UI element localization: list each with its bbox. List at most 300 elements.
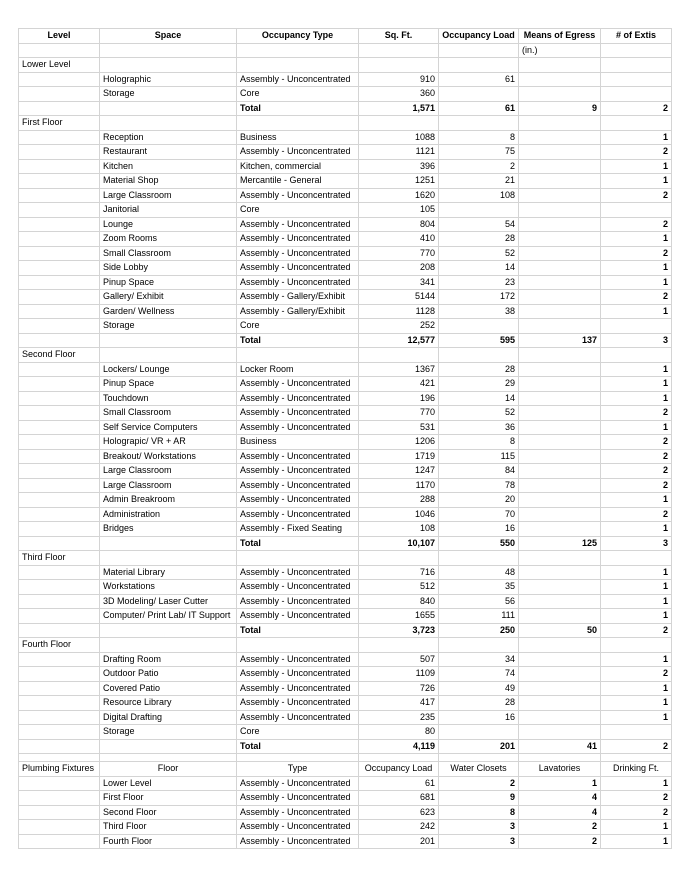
blank-cell xyxy=(19,188,100,203)
blank-cell xyxy=(359,638,439,653)
space-name: Breakout/ Workstations xyxy=(100,449,237,464)
occupancy-load: 8 xyxy=(439,435,519,450)
num-exits: 2 xyxy=(601,217,672,232)
means-of-egress xyxy=(519,174,601,189)
sq-ft: 840 xyxy=(359,594,439,609)
occupancy-load: 14 xyxy=(439,391,519,406)
blank-cell xyxy=(19,203,100,218)
blank-cell xyxy=(19,159,100,174)
means-of-egress xyxy=(519,652,601,667)
occupancy-load: 108 xyxy=(439,188,519,203)
blank-cell xyxy=(19,319,100,334)
sq-ft: 252 xyxy=(359,319,439,334)
means-of-egress xyxy=(519,406,601,421)
space-row xyxy=(19,710,672,725)
occupancy-type: Assembly - Unconcentrated xyxy=(237,594,359,609)
means-of-egress xyxy=(519,478,601,493)
space-row xyxy=(19,377,672,392)
num-exits: 1 xyxy=(601,174,672,189)
level-name: Lower Level xyxy=(19,58,100,73)
space-name: Kitchen xyxy=(100,159,237,174)
space-name: Resource Library xyxy=(100,696,237,711)
blank-cell xyxy=(100,116,237,131)
occupancy-load: 61 xyxy=(439,72,519,87)
occupancy-load: 56 xyxy=(439,594,519,609)
space-row xyxy=(19,478,672,493)
space-row xyxy=(19,667,672,682)
space-row xyxy=(19,319,672,334)
blank-cell xyxy=(519,551,601,566)
total-means-of-egress: 9 xyxy=(519,101,601,116)
blank-cell xyxy=(601,551,672,566)
sq-ft: 1251 xyxy=(359,174,439,189)
occupancy-load: 28 xyxy=(439,232,519,247)
occupancy-type: Assembly - Unconcentrated xyxy=(237,406,359,421)
occupancy-load: 36 xyxy=(439,420,519,435)
occupancy-type: Business xyxy=(237,435,359,450)
space-name: Small Classroom xyxy=(100,406,237,421)
blank-cell xyxy=(100,58,237,73)
blank-cell xyxy=(439,116,519,131)
plumbing-occupancy-load: 681 xyxy=(359,791,439,806)
plumbing-type: Assembly - Unconcentrated xyxy=(237,834,359,849)
blank-cell xyxy=(19,174,100,189)
blank-cell xyxy=(19,820,100,835)
sq-ft: 396 xyxy=(359,159,439,174)
space-row xyxy=(19,203,672,218)
sq-ft: 417 xyxy=(359,696,439,711)
space-row xyxy=(19,290,672,305)
total-row xyxy=(19,739,672,754)
means-of-egress xyxy=(519,449,601,464)
occupancy-load xyxy=(439,725,519,740)
num-exits: 1 xyxy=(601,261,672,276)
occupancy-type: Assembly - Unconcentrated xyxy=(237,72,359,87)
means-of-egress xyxy=(519,493,601,508)
sq-ft: 507 xyxy=(359,652,439,667)
space-row xyxy=(19,130,672,145)
space-row xyxy=(19,188,672,203)
means-of-egress xyxy=(519,725,601,740)
space-row xyxy=(19,696,672,711)
blank-cell xyxy=(100,348,237,363)
sq-ft: 196 xyxy=(359,391,439,406)
occupancy-load: 28 xyxy=(439,362,519,377)
space-row xyxy=(19,522,672,537)
space-name: Zoom Rooms xyxy=(100,232,237,247)
occupancy-load: 28 xyxy=(439,696,519,711)
occupancy-load: 74 xyxy=(439,667,519,682)
space-name: Pinup Space xyxy=(100,377,237,392)
blank-cell xyxy=(19,725,100,740)
space-name: Bridges xyxy=(100,522,237,537)
plumbing-type: Assembly - Unconcentrated xyxy=(237,805,359,820)
space-name: Restaurant xyxy=(100,145,237,160)
space-name: Admin Breakroom xyxy=(100,493,237,508)
plumbing-occupancy-load: 201 xyxy=(359,834,439,849)
blank-cell xyxy=(601,58,672,73)
plumbing-floor: Third Floor xyxy=(100,820,237,835)
space-name: Storage xyxy=(100,725,237,740)
space-row xyxy=(19,507,672,522)
total-sq-ft: 1,571 xyxy=(359,101,439,116)
occupancy-load: 38 xyxy=(439,304,519,319)
total-means-of-egress: 137 xyxy=(519,333,601,348)
total-row xyxy=(19,101,672,116)
header-row xyxy=(19,29,672,44)
sq-ft: 1367 xyxy=(359,362,439,377)
space-name: Digital Drafting xyxy=(100,710,237,725)
blank-cell xyxy=(19,594,100,609)
sq-ft: 341 xyxy=(359,275,439,290)
plumbing-drinking-fountains: 1 xyxy=(601,776,672,791)
sq-ft: 288 xyxy=(359,493,439,508)
space-row xyxy=(19,406,672,421)
occupancy-load: 35 xyxy=(439,580,519,595)
space-row xyxy=(19,261,672,276)
num-exits: 1 xyxy=(601,493,672,508)
occupancy-type: Assembly - Unconcentrated xyxy=(237,652,359,667)
num-exits xyxy=(601,87,672,102)
space-name: Covered Patio xyxy=(100,681,237,696)
occupancy-type: Assembly - Unconcentrated xyxy=(237,188,359,203)
num-exits: 1 xyxy=(601,391,672,406)
num-exits: 2 xyxy=(601,188,672,203)
num-exits: 1 xyxy=(601,362,672,377)
occupancy-type: Core xyxy=(237,203,359,218)
means-of-egress xyxy=(519,507,601,522)
total-sq-ft: 10,107 xyxy=(359,536,439,551)
level-row xyxy=(19,551,672,566)
means-of-egress xyxy=(519,232,601,247)
num-exits: 2 xyxy=(601,406,672,421)
blank-cell xyxy=(601,638,672,653)
num-exits xyxy=(601,72,672,87)
level-row xyxy=(19,58,672,73)
blank-cell xyxy=(100,101,237,116)
plumbing-row xyxy=(19,834,672,849)
blank-cell xyxy=(19,493,100,508)
num-exits: 1 xyxy=(601,565,672,580)
sq-ft: 5144 xyxy=(359,290,439,305)
sq-ft: 512 xyxy=(359,580,439,595)
sq-ft: 910 xyxy=(359,72,439,87)
blank-cell xyxy=(519,116,601,131)
occupancy-load: 34 xyxy=(439,652,519,667)
header-level: Level xyxy=(19,29,100,44)
blank-cell xyxy=(19,377,100,392)
blank-cell xyxy=(19,72,100,87)
blank-cell xyxy=(439,348,519,363)
occupancy-load: 111 xyxy=(439,609,519,624)
header-sq-ft: Sq. Ft. xyxy=(359,29,439,44)
header-num-exits: # of Extis xyxy=(601,29,672,44)
space-name: Pinup Space xyxy=(100,275,237,290)
means-of-egress xyxy=(519,565,601,580)
occupancy-load: 48 xyxy=(439,565,519,580)
occupancy-type: Assembly - Unconcentrated xyxy=(237,710,359,725)
plumbing-type: Assembly - Unconcentrated xyxy=(237,791,359,806)
num-exits: 2 xyxy=(601,478,672,493)
occupancy-type: Assembly - Unconcentrated xyxy=(237,217,359,232)
sq-ft: 105 xyxy=(359,203,439,218)
occupancy-type: Locker Room xyxy=(237,362,359,377)
sq-ft: 716 xyxy=(359,565,439,580)
occupancy-type: Core xyxy=(237,319,359,334)
occupancy-load xyxy=(439,87,519,102)
blank-cell xyxy=(19,609,100,624)
num-exits: 1 xyxy=(601,609,672,624)
sq-ft: 1088 xyxy=(359,130,439,145)
blank-cell xyxy=(19,87,100,102)
blank-cell xyxy=(19,623,100,638)
blank-cell xyxy=(100,536,237,551)
space-name: Small Classroom xyxy=(100,246,237,261)
blank-cell xyxy=(519,58,601,73)
occupancy-type: Assembly - Unconcentrated xyxy=(237,507,359,522)
level-row xyxy=(19,348,672,363)
num-exits: 2 xyxy=(601,449,672,464)
occupancy-type: Assembly - Gallery/Exhibit xyxy=(237,304,359,319)
blank-cell xyxy=(19,449,100,464)
blank-cell xyxy=(519,348,601,363)
means-of-egress xyxy=(519,377,601,392)
blank-cell xyxy=(601,116,672,131)
blank-cell xyxy=(100,333,237,348)
blank-cell xyxy=(439,638,519,653)
space-row xyxy=(19,362,672,377)
space-name: Janitorial xyxy=(100,203,237,218)
occupancy-type: Core xyxy=(237,87,359,102)
sq-ft: 1121 xyxy=(359,145,439,160)
space-row xyxy=(19,681,672,696)
total-means-of-egress: 41 xyxy=(519,739,601,754)
space-row xyxy=(19,609,672,624)
occupancy-load: 29 xyxy=(439,377,519,392)
space-name: Large Classroom xyxy=(100,478,237,493)
plumbing-header-occupancy-load: Occupancy Load xyxy=(359,762,439,777)
space-name: Computer/ Print Lab/ IT Support xyxy=(100,609,237,624)
occupancy-type: Assembly - Gallery/Exhibit xyxy=(237,290,359,305)
blank-cell xyxy=(359,551,439,566)
num-exits: 1 xyxy=(601,377,672,392)
total-means-of-egress: 50 xyxy=(519,623,601,638)
plumbing-drinking-fountains: 2 xyxy=(601,791,672,806)
occupancy-load: 16 xyxy=(439,710,519,725)
space-row xyxy=(19,652,672,667)
blank-cell xyxy=(237,116,359,131)
space-name: Large Classroom xyxy=(100,188,237,203)
space-name: Lockers/ Lounge xyxy=(100,362,237,377)
space-name: Side Lobby xyxy=(100,261,237,276)
space-row xyxy=(19,232,672,247)
plumbing-row xyxy=(19,776,672,791)
sq-ft: 208 xyxy=(359,261,439,276)
space-name: Storage xyxy=(100,319,237,334)
occupancy-type: Assembly - Unconcentrated xyxy=(237,275,359,290)
plumbing-water-closets: 3 xyxy=(439,820,519,835)
plumbing-lavatories: 2 xyxy=(519,820,601,835)
num-exits: 1 xyxy=(601,420,672,435)
blank-cell xyxy=(237,348,359,363)
plumbing-water-closets: 2 xyxy=(439,776,519,791)
blank-cell xyxy=(19,696,100,711)
num-exits: 1 xyxy=(601,681,672,696)
space-row xyxy=(19,449,672,464)
num-exits xyxy=(601,725,672,740)
num-exits: 2 xyxy=(601,464,672,479)
occupancy-load: 21 xyxy=(439,174,519,189)
header-space: Space xyxy=(100,29,237,44)
blank-cell xyxy=(19,275,100,290)
plumbing-drinking-fountains: 1 xyxy=(601,834,672,849)
means-of-egress xyxy=(519,130,601,145)
blank-cell xyxy=(601,754,672,762)
plumbing-header-water-closets: Water Closets xyxy=(439,762,519,777)
space-name: Holograpic/ VR + AR xyxy=(100,435,237,450)
means-of-egress xyxy=(519,522,601,537)
blank-cell xyxy=(19,681,100,696)
blank-cell xyxy=(439,58,519,73)
total-num-exits: 2 xyxy=(601,101,672,116)
space-name: Administration xyxy=(100,507,237,522)
plumbing-drinking-fountains: 1 xyxy=(601,820,672,835)
means-of-egress xyxy=(519,391,601,406)
total-num-exits: 3 xyxy=(601,333,672,348)
blank-cell xyxy=(19,776,100,791)
occupancy-type: Assembly - Unconcentrated xyxy=(237,246,359,261)
space-row xyxy=(19,435,672,450)
blank-cell xyxy=(439,551,519,566)
space-row xyxy=(19,391,672,406)
space-row xyxy=(19,304,672,319)
blank-cell xyxy=(19,406,100,421)
space-row xyxy=(19,145,672,160)
num-exits: 1 xyxy=(601,275,672,290)
blank-cell xyxy=(237,551,359,566)
means-of-egress xyxy=(519,261,601,276)
num-exits xyxy=(601,319,672,334)
total-sq-ft: 3,723 xyxy=(359,623,439,638)
blank-cell xyxy=(19,522,100,537)
total-num-exits: 2 xyxy=(601,623,672,638)
blank-cell xyxy=(237,58,359,73)
space-name: Storage xyxy=(100,87,237,102)
occupancy-load: 23 xyxy=(439,275,519,290)
total-num-exits: 2 xyxy=(601,739,672,754)
occupancy-load: 70 xyxy=(439,507,519,522)
means-of-egress xyxy=(519,203,601,218)
blank-cell xyxy=(601,348,672,363)
occupancy-load: 2 xyxy=(439,159,519,174)
sq-ft: 531 xyxy=(359,420,439,435)
space-name: Material Shop xyxy=(100,174,237,189)
means-of-egress xyxy=(519,435,601,450)
plumbing-floor: Second Floor xyxy=(100,805,237,820)
plumbing-type: Assembly - Unconcentrated xyxy=(237,820,359,835)
occupancy-type: Assembly - Unconcentrated xyxy=(237,261,359,276)
means-of-egress xyxy=(519,275,601,290)
means-of-egress xyxy=(519,304,601,319)
header-means-of-egress: Means of Egress xyxy=(519,29,601,44)
occupancy-type: Assembly - Unconcentrated xyxy=(237,493,359,508)
sq-ft: 1719 xyxy=(359,449,439,464)
plumbing-water-closets: 8 xyxy=(439,805,519,820)
level-name: Fourth Floor xyxy=(19,638,100,653)
blank-cell xyxy=(19,333,100,348)
num-exits xyxy=(601,203,672,218)
num-exits: 1 xyxy=(601,232,672,247)
occupancy-type: Assembly - Unconcentrated xyxy=(237,580,359,595)
occupancy-load: 172 xyxy=(439,290,519,305)
header-occupancy-load: Occupancy Load xyxy=(439,29,519,44)
space-name: 3D Modeling/ Laser Cutter xyxy=(100,594,237,609)
means-of-egress xyxy=(519,188,601,203)
blank-cell xyxy=(19,652,100,667)
total-label: Total xyxy=(237,536,359,551)
blank-cell xyxy=(100,739,237,754)
num-exits: 1 xyxy=(601,522,672,537)
header-blank-cell xyxy=(100,43,237,58)
sq-ft: 410 xyxy=(359,232,439,247)
plumbing-lavatories: 1 xyxy=(519,776,601,791)
space-row xyxy=(19,580,672,595)
occupancy-type: Mercantile - General xyxy=(237,174,359,189)
space-row xyxy=(19,464,672,479)
sq-ft: 1655 xyxy=(359,609,439,624)
blank-cell xyxy=(439,754,519,762)
level-row xyxy=(19,638,672,653)
blank-cell xyxy=(19,507,100,522)
num-exits: 2 xyxy=(601,290,672,305)
plumbing-water-closets: 9 xyxy=(439,791,519,806)
sq-ft: 1620 xyxy=(359,188,439,203)
num-exits: 1 xyxy=(601,710,672,725)
num-exits: 2 xyxy=(601,145,672,160)
total-sq-ft: 12,577 xyxy=(359,333,439,348)
plumbing-header-lavatories: Lavatories xyxy=(519,762,601,777)
means-of-egress xyxy=(519,696,601,711)
occupancy-load: 54 xyxy=(439,217,519,232)
plumbing-occupancy-load: 242 xyxy=(359,820,439,835)
space-name: Garden/ Wellness xyxy=(100,304,237,319)
blank-cell xyxy=(19,565,100,580)
means-of-egress xyxy=(519,217,601,232)
blank-cell xyxy=(19,232,100,247)
num-exits: 1 xyxy=(601,594,672,609)
total-label: Total xyxy=(237,739,359,754)
occupancy-load: 20 xyxy=(439,493,519,508)
blank-cell xyxy=(100,754,237,762)
occupancy-type: Assembly - Unconcentrated xyxy=(237,565,359,580)
plumbing-floor: First Floor xyxy=(100,791,237,806)
num-exits: 1 xyxy=(601,580,672,595)
plumbing-header-type: Type xyxy=(237,762,359,777)
space-name: Holographic xyxy=(100,72,237,87)
blank-cell xyxy=(19,362,100,377)
plumbing-lavatories: 2 xyxy=(519,834,601,849)
plumbing-water-closets: 3 xyxy=(439,834,519,849)
blank-cell xyxy=(519,638,601,653)
plumbing-header-drinking-fountains: Drinking Ft. xyxy=(601,762,672,777)
blank-cell xyxy=(19,217,100,232)
means-of-egress xyxy=(519,72,601,87)
header-blank-cell xyxy=(237,43,359,58)
blank-cell xyxy=(100,623,237,638)
space-name: Drafting Room xyxy=(100,652,237,667)
space-name: Workstations xyxy=(100,580,237,595)
blank-cell xyxy=(19,791,100,806)
